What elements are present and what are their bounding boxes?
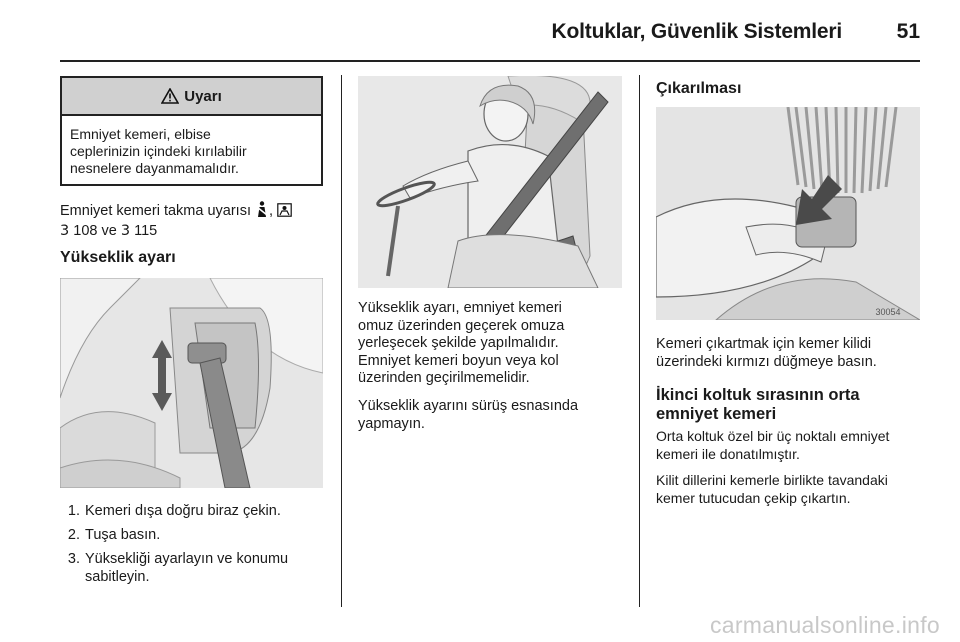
seatbelt-reminder-icon <box>255 201 269 223</box>
watermark: carmanualsonline.info <box>709 612 940 638</box>
warning-title: Uyarı <box>184 87 222 105</box>
warning-text: Emniyet kemeri, elbise ceplerinizin içindeki kırılabilir nesnelere dayanmamalıdır. <box>70 126 247 176</box>
reference-arrow: 3 <box>60 222 70 239</box>
page-number: 51 <box>896 20 920 43</box>
reminder-paragraph: Emniyet kemeri takma uyarısı , 3 108 ve 3 115 <box>60 201 330 240</box>
airbag-indicator-icon <box>277 203 292 223</box>
height-adjuster-illustration <box>60 278 323 488</box>
latch-removal-paragraph: Kilit dillerini kemerle birlikte tavandaki kemer tutucudan çekip çıkartın. <box>656 472 888 506</box>
page-title: Koltuklar, Güvenlik Sistemleri <box>551 20 842 43</box>
reference-link-115[interactable]: 115 <box>134 222 158 239</box>
list-item: 3. Yüksekliği ayarlayın ve konumu sabitleyin. <box>67 551 289 585</box>
header-divider <box>60 60 920 62</box>
section-heading-second-row-belt: İkinci koltuk sırasının orta emniyet kemeri <box>656 386 860 423</box>
driving-warning-paragraph: Yükseklik ayarını sürüş esnasında yapmayın. <box>358 398 579 432</box>
height-adjustment-paragraph: Yükseklik ayarı, emniyet kemeri omuz üzerinden geçerek omuza yerleşecek şekilde yapılmalıdır. Emniyet kemeri boyun veya kol üzerinden geçirilmemelidir. <box>358 300 565 386</box>
section-heading-removal: Çıkarılması <box>656 80 742 97</box>
warning-triangle-icon <box>161 88 179 104</box>
column-divider-1 <box>341 75 342 607</box>
section-heading-height-adjustment: Yükseklik ayarı <box>60 249 176 266</box>
figure-code: 30054 <box>875 307 901 317</box>
column-divider-2 <box>639 75 640 607</box>
warning-box <box>60 76 323 186</box>
reference-link-108[interactable]: 108 <box>73 222 98 239</box>
buckle-release-illustration <box>656 107 920 320</box>
warning-header <box>62 78 321 116</box>
reference-arrow: 3 <box>120 222 131 239</box>
middle-belt-paragraph: Orta koltuk özel bir üç noktalı emniyet kemeri ile donatılmıştır. <box>656 428 890 462</box>
driver-seatbelt-illustration <box>358 76 622 288</box>
removal-paragraph: Kemeri çıkartmak için kemer kilidi üzerindeki kırmızı düğmeye basın. <box>656 336 877 370</box>
list-item: 2. Tuşa basın. <box>67 527 161 543</box>
instruction-steps <box>60 502 325 592</box>
list-item: 1. Kemeri dışa doğru biraz çekin. <box>67 503 281 519</box>
